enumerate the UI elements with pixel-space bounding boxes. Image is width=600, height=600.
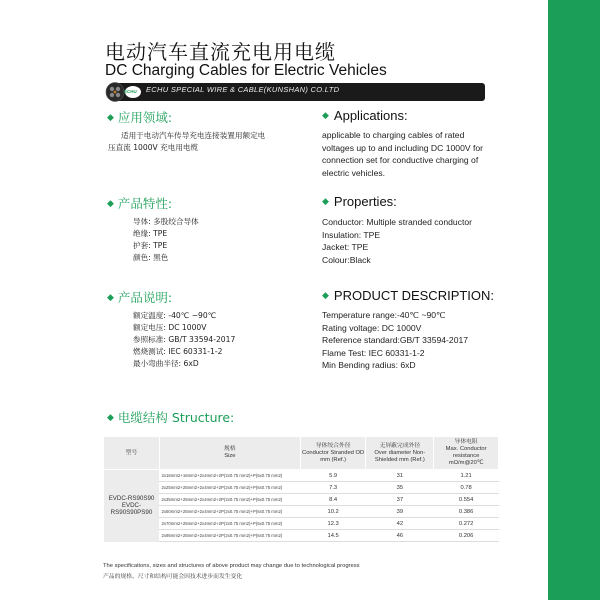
bullet-icon: ◆ — [107, 413, 114, 423]
conductor-od-cell: 7.3 — [300, 482, 366, 494]
bullet-icon: ◆ — [322, 290, 329, 300]
section-heading-structure: ◆ 电缆结构 Structure: — [107, 410, 235, 425]
column-header-resistance: 导体电阻 Max. Conductor resistance mΩ/m@20℃ — [434, 437, 499, 470]
section-heading-description-en: ◆ PRODUCT DESCRIPTION: — [322, 288, 495, 303]
table-row — [104, 494, 499, 506]
properties-body-cn: 导体: 多股绞合导体 绝缘: TPE 护套: TPE 颜色: 黑色 — [133, 217, 199, 262]
column-header-overall-diameter: 无屏蔽完成外径 Over diameter Non-Shielded mm (Ref.) — [366, 437, 434, 470]
overall-diameter-cell: 31 — [366, 470, 434, 482]
description-body-cn: 额定温度: -40℃ ~90℃ 额定电压: DC 1000V 参照标准: GB/T 33594-2017 燃烧测试: IEC 60331-1-2 最小弯曲半径: 6xD — [133, 311, 236, 368]
resistance-cell: 1.21 — [434, 470, 499, 482]
section-heading-applications-cn: ◆ 应用领域: — [107, 110, 173, 125]
resistance-cell: 0.554 — [434, 494, 499, 506]
description-body-en: Temperature range:-40℃ ~90℃ Rating voltage: DC 1000V Reference standard:GB/T 33594-2017 Flame Test: IEC 60331-1-2 Min Bending radius: 6xD — [322, 310, 469, 370]
footer-note-cn: 产品的规格、尺寸和结构可能会因技术进步而发生变化 — [103, 574, 243, 580]
section-heading-properties-en: ◆ Properties: — [322, 194, 397, 209]
section-heading-properties-cn: ◆ 产品特性: — [107, 196, 173, 211]
column-header-size: 规格 Size — [159, 437, 300, 470]
properties-body-en: Conductor: Multiple stranded conductor Insulation: TPE Jacket: TPE Colour:Black — [322, 217, 472, 265]
applications-body-en: applicable to charging cables of rated voltages up to and including DC 1000V for connection set for conductive charging of electric vehicles. — [322, 130, 483, 178]
applications-body-cn: 适用于电动汽车传导充电连接装置用额定电 压直流 1000V 充电用电缆 — [108, 131, 266, 152]
table-row — [104, 506, 499, 518]
structure-table — [103, 436, 499, 542]
conductor-od-cell: 12.3 — [300, 518, 366, 530]
resistance-cell: 0.78 — [434, 482, 499, 494]
conductor-od-cell: 14.5 — [300, 530, 366, 542]
resistance-cell: 0.386 — [434, 506, 499, 518]
size-cell: 2x50mm2+25mm2+2x4mm2+2P(2x0.75 mm2)+P(6x0.75 mm2) — [159, 506, 300, 518]
overall-diameter-cell: 42 — [366, 518, 434, 530]
brand-logo: ECHU — [124, 89, 137, 94]
bullet-icon: ◆ — [107, 113, 114, 123]
size-cell: 2x25mm2+25mm2+2x4mm2+2P(2x0.75 mm2)+P(6x0.75 mm2) — [159, 482, 300, 494]
bullet-icon: ◆ — [322, 110, 329, 120]
conductor-od-cell: 10.2 — [300, 506, 366, 518]
table-header-row — [104, 437, 499, 470]
footer-note-en: The specifications, sizes and structures of above product may change due to technological progress — [103, 563, 360, 569]
overall-diameter-cell: 35 — [366, 482, 434, 494]
overall-diameter-cell: 39 — [366, 506, 434, 518]
overall-diameter-cell: 46 — [366, 530, 434, 542]
column-header-type: 型号 — [104, 437, 160, 470]
side-accent-bar — [548, 0, 600, 600]
table-row — [104, 482, 499, 494]
table-row — [104, 470, 499, 482]
model-type-cell: EVDC-RS90S90 EVDC- RS90S90PS90 — [104, 470, 160, 542]
table-row — [104, 530, 499, 542]
section-heading-description-cn: ◆ 产品说明: — [107, 290, 173, 305]
size-cell: 2x95mm2+25mm2+2x4mm2+2P(2x0.75 mm2)+P(6x0.75 mm2) — [159, 530, 300, 542]
resistance-cell: 0.206 — [434, 530, 499, 542]
conductor-od-cell: 8.4 — [300, 494, 366, 506]
table-row — [104, 518, 499, 530]
column-header-conductor-od: 导体绞合外径 Conductor Stranded OD mm (Ref.) — [300, 437, 366, 470]
bullet-icon: ◆ — [107, 293, 114, 303]
overall-diameter-cell: 37 — [366, 494, 434, 506]
page-title-cn: 电动汽车直流充电用电缆 — [105, 40, 336, 64]
bullet-icon: ◆ — [107, 199, 114, 209]
size-cell: 2x16mm2+16mm2+2x4mm2+2P(2x0.75 mm2)+P(6x0.75 mm2) — [159, 470, 300, 482]
cable-print-label: ECHU SPECIAL WIRE & CABLE(KUNSHAN) CO.LTD — [146, 85, 340, 94]
conductor-od-cell: 5.9 — [300, 470, 366, 482]
bullet-icon: ◆ — [322, 196, 329, 206]
size-cell: 2x35mm2+25mm2+2x4mm2+2P(2x0.75 mm2)+P(6x0.75 mm2) — [159, 494, 300, 506]
resistance-cell: 0.272 — [434, 518, 499, 530]
page-title-en: DC Charging Cables for Electric Vehicles — [105, 62, 387, 79]
section-heading-applications-en: ◆ Applications: — [322, 108, 408, 123]
size-cell: 2x70mm2+25mm2+2x4mm2+2P(2x0.75 mm2)+P(6x0.75 mm2) — [159, 518, 300, 530]
